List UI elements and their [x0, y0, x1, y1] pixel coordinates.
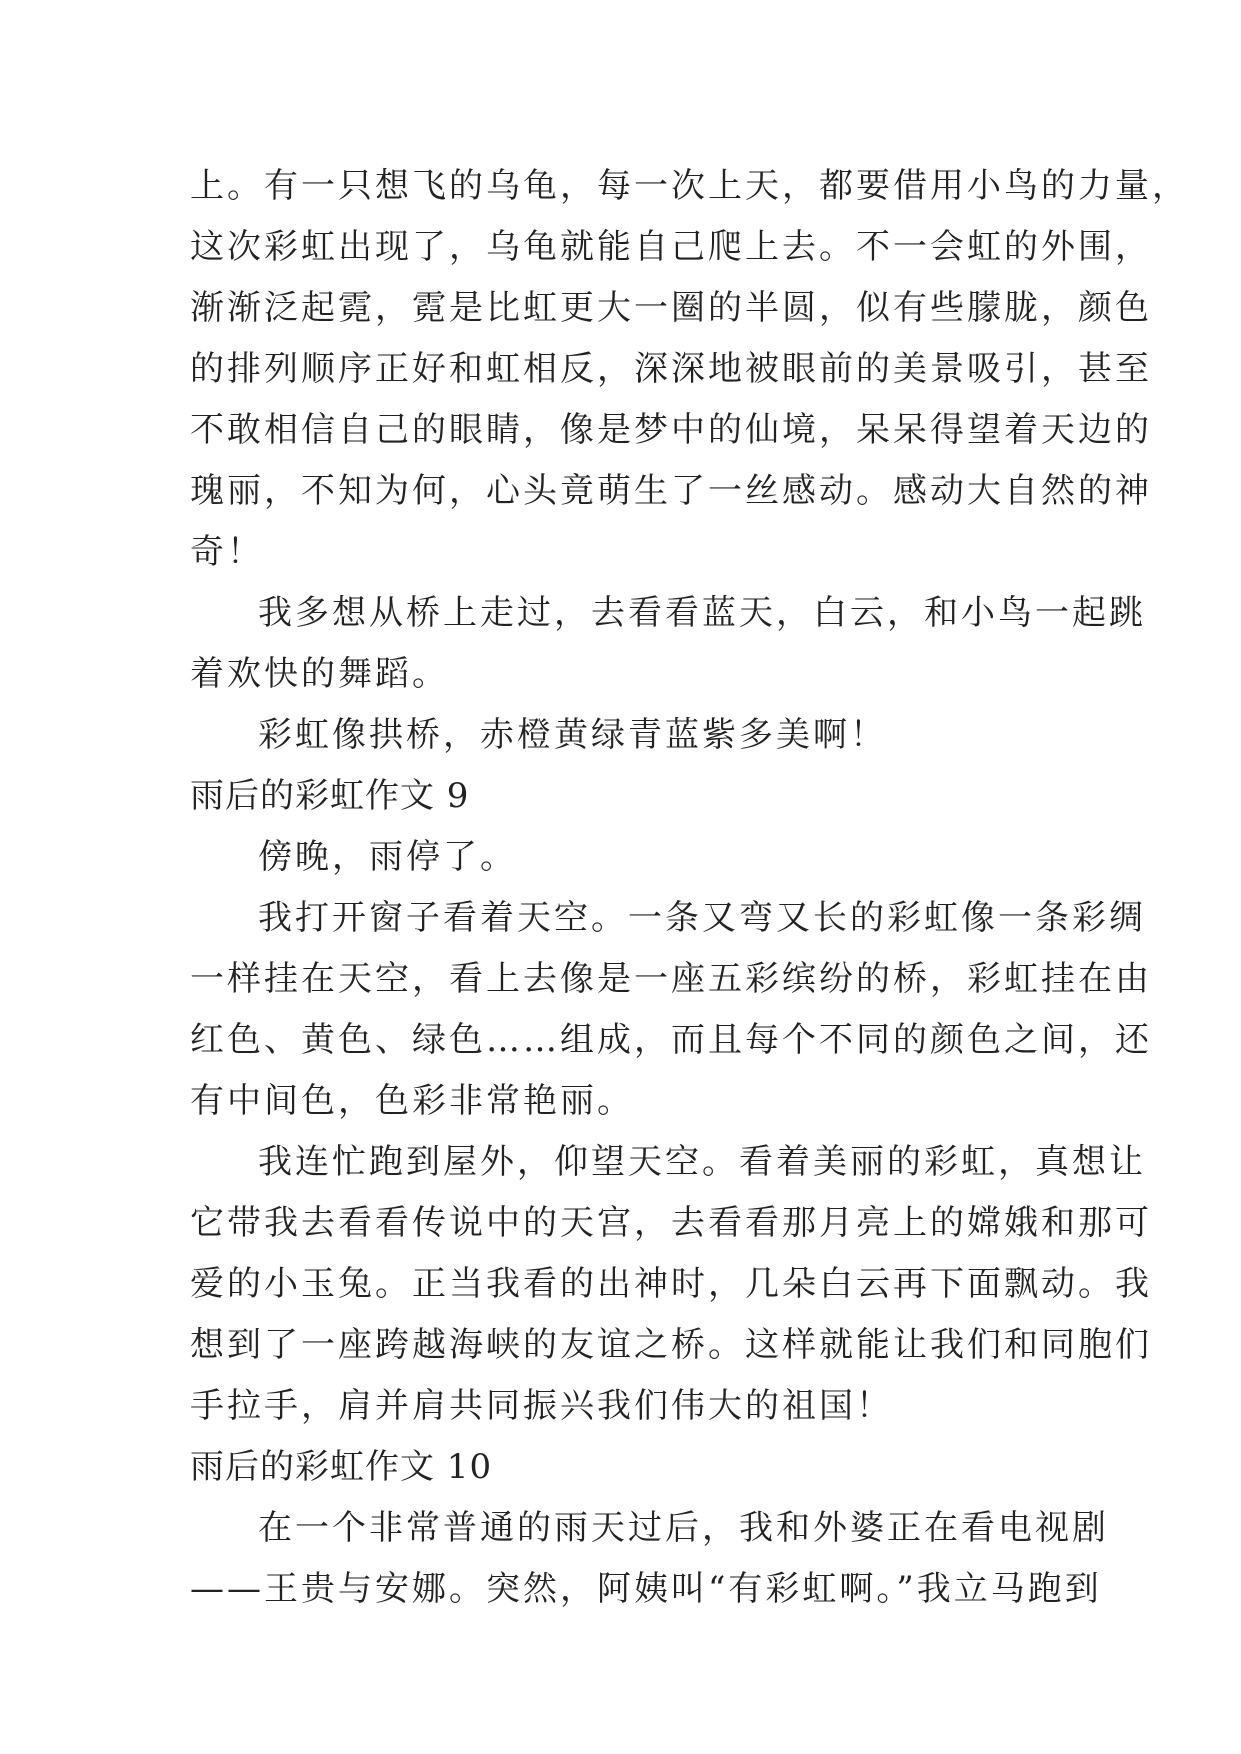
text-line: 一样挂在天空，看上去像是一座五彩缤纷的桥，彩虹挂在由: [190, 959, 1152, 999]
text-line: 红色、黄色、绿色……组成，而且每个不同的颜色之间，还: [190, 1020, 1152, 1060]
text-line: 瑰丽，不知为何，心头竟萌生了一丝感动。感动大自然的神: [190, 471, 1152, 511]
text-line: 我多想从桥上走过，去看看蓝天，白云，和小鸟一起跳: [258, 593, 1146, 633]
text-line: 手拉手，肩并肩共同振兴我们伟大的祖国！: [190, 1386, 893, 1426]
text-line: 奇！: [190, 532, 264, 572]
text-line: 想到了一座跨越海峡的友谊之桥。这样就能让我们和同胞们: [190, 1325, 1152, 1365]
text-line: 着欢快的舞蹈。: [190, 654, 449, 694]
section-heading: 雨后的彩虹作文 10: [190, 1447, 493, 1487]
text-line: 这次彩虹出现了，乌龟就能自己爬上去。不一会虹的外围，: [190, 227, 1152, 267]
text-line: 有中间色，色彩非常艳丽。: [190, 1081, 634, 1121]
text-line: 渐渐泛起霓，霓是比虹更大一圈的半圆，似有些朦胧，颜色: [190, 288, 1152, 328]
text-line: 在一个非常普通的雨天过后，我和外婆正在看电视剧: [258, 1508, 1109, 1548]
text-line: 爱的小玉兔。正当我看的出神时，几朵白云再下面飘动。我: [190, 1264, 1152, 1304]
text-line: 它带我去看看传说中的天宫，去看看那月亮上的嫦娥和那可: [190, 1203, 1152, 1243]
text-line: ——王贵与安娜。突然，阿姨叫“有彩虹啊。”我立马跑到: [190, 1569, 1102, 1609]
text-line: 上。有一只想飞的乌龟，每一次上天，都要借用小鸟的力量，: [190, 166, 1189, 206]
section-heading: 雨后的彩虹作文 9: [190, 776, 470, 816]
text-line: 彩虹像拱桥，赤橙黄绿青蓝紫多美啊！: [258, 715, 887, 755]
text-line: 我打开窗子看着天空。一条又弯又长的彩虹像一条彩绸: [258, 898, 1146, 938]
document-body: [190, 156, 1189, 1620]
text-line: 不敢相信自己的眼睛，像是梦中的仙境，呆呆得望着天边的: [190, 410, 1152, 450]
text-line: 我连忙跑到屋外，仰望天空。看着美丽的彩虹，真想让: [258, 1142, 1146, 1182]
text-line: 傍晚，雨停了。: [258, 837, 517, 877]
text-line: 的排列顺序正好和虹相反，深深地被眼前的美景吸引，甚至: [190, 349, 1152, 389]
